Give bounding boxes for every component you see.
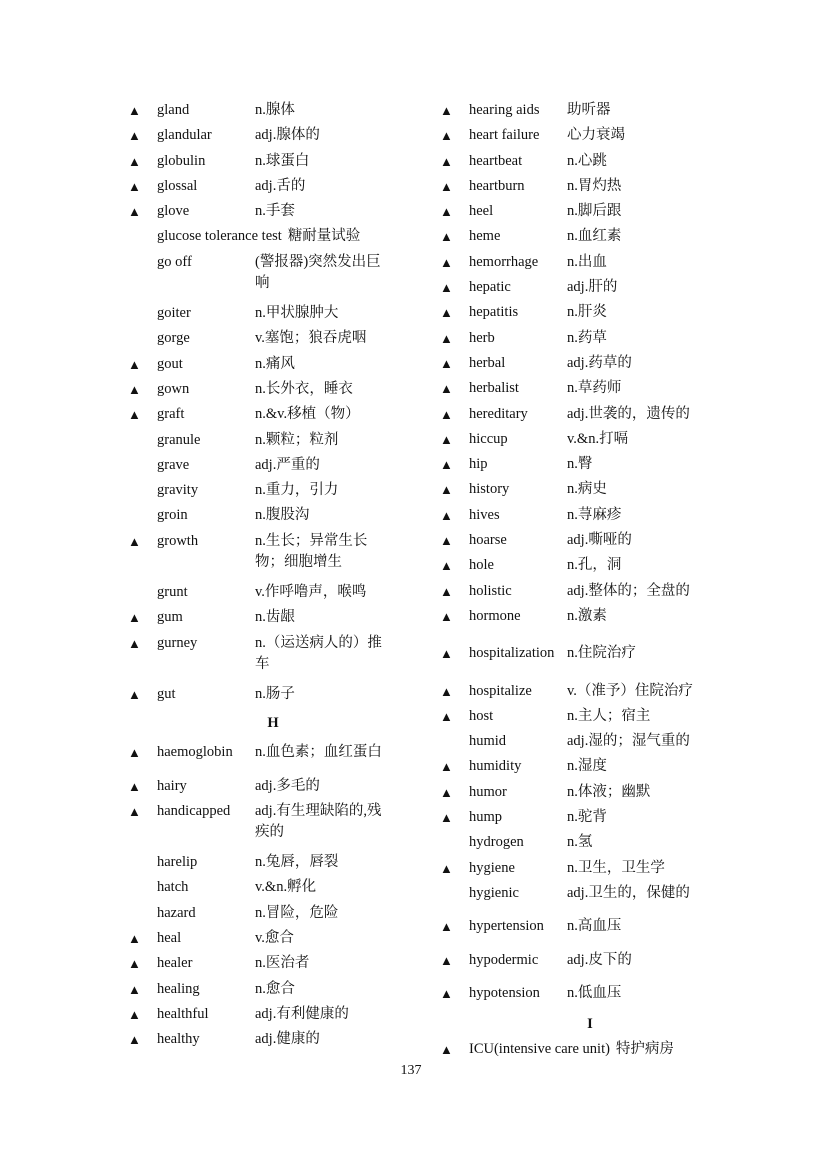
entry-term: heel — [469, 203, 494, 220]
glossary-entry — [440, 916, 740, 941]
entry-term: granule — [157, 431, 201, 448]
triangle-marker-icon: ▲ — [440, 1042, 453, 1058]
entry-definition: n.&v.移植（物） — [255, 406, 360, 423]
triangle-marker-icon: ▲ — [440, 583, 453, 599]
glossary-entry — [128, 852, 418, 877]
entry-definition: adj.世袭的，遗传的 — [567, 405, 690, 422]
entry-definition: n.冒险，危险 — [255, 904, 339, 921]
glossary-entry — [128, 979, 418, 1004]
triangle-marker-icon: ▲ — [128, 745, 141, 761]
triangle-marker-icon: ▲ — [440, 919, 453, 935]
triangle-marker-icon: ▲ — [128, 356, 141, 372]
entry-term: humidity — [469, 758, 522, 775]
entry-term: heartburn — [469, 177, 525, 194]
entry-definition: n.心跳 — [567, 152, 607, 169]
glossary-entry — [440, 983, 740, 1008]
glossary-entry — [440, 505, 740, 530]
glossary-entry — [440, 151, 740, 176]
glossary-entry — [128, 505, 418, 530]
entry-definition: v.作呼噜声，喉鸣 — [255, 584, 367, 601]
glossary-entry — [440, 226, 740, 251]
triangle-marker-icon: ▲ — [128, 1006, 141, 1022]
glossary-entry — [440, 530, 740, 555]
entry-term: hatch — [157, 879, 189, 896]
entry-definition: n.肠子 — [255, 685, 295, 702]
entry-term: go off — [157, 253, 192, 270]
entry-definition: n.湿度 — [567, 758, 607, 775]
glossary-entry — [440, 176, 740, 201]
entry-definition: n.住院治疗 — [567, 645, 636, 662]
entry-definition: adj.药草的 — [567, 354, 632, 371]
glossary-entry — [440, 353, 740, 378]
glossary-entry — [128, 151, 418, 176]
entry-term: heart failure — [469, 127, 540, 144]
entry-term: gut — [157, 685, 176, 702]
glossary-entry — [128, 404, 418, 429]
entry-definition: n.重力，引力 — [255, 482, 339, 499]
glossary-entry — [440, 277, 740, 302]
entry-term: hiccup — [469, 430, 508, 447]
entry-definition: n.驼背 — [567, 809, 607, 826]
glossary-entry — [440, 125, 740, 150]
entry-definition: n.球蛋白 — [255, 152, 310, 169]
triangle-marker-icon: ▲ — [440, 533, 453, 549]
entry-definition: n.医治者 — [255, 955, 310, 972]
entry-definition: v.&n.打嗝 — [567, 430, 629, 447]
glossary-entry — [440, 681, 740, 706]
glossary-entry — [128, 928, 418, 953]
entry-term: hazard — [157, 904, 196, 921]
glossary-entry — [128, 379, 418, 404]
entry-term: hepatic — [469, 279, 511, 296]
entry-term: hemorrhage — [469, 253, 539, 270]
glossary-entry — [128, 742, 418, 767]
triangle-marker-icon: ▲ — [440, 759, 453, 775]
entry-term: glucose tolerance test 糖耐量试验 — [157, 228, 361, 245]
triangle-marker-icon: ▲ — [440, 558, 453, 574]
entry-definition: 助听器 — [567, 102, 611, 118]
entry-term: gland — [157, 102, 190, 118]
triangle-marker-icon: ▲ — [128, 803, 141, 819]
triangle-marker-icon: ▲ — [440, 457, 453, 473]
entry-definition: 心力衰竭 — [567, 127, 625, 144]
triangle-marker-icon: ▲ — [128, 381, 141, 397]
glossary-entry — [128, 176, 418, 201]
entry-term: hospitalization — [469, 645, 555, 662]
entry-definition: n.胃灼热 — [567, 177, 622, 194]
entry-definition: n.荨麻疹 — [567, 506, 622, 523]
entry-term: ICU(intensive care unit) 特护病房 — [469, 1041, 674, 1058]
entry-definition: adj.腺体的 — [255, 127, 320, 144]
glossary-entry — [128, 125, 418, 150]
entry-definition: adj.有利健康的 — [255, 1005, 349, 1022]
glossary-entry — [440, 1039, 740, 1064]
entry-definition: adj.卫生的，保健的 — [567, 884, 690, 901]
glossary-entry — [128, 354, 418, 379]
entry-term: graft — [157, 406, 185, 423]
entry-term: hole — [469, 557, 494, 574]
triangle-marker-icon: ▲ — [440, 280, 453, 296]
entry-definition: n.激素 — [567, 607, 607, 624]
entry-definition: n.齿龈 — [255, 609, 295, 626]
glossary-entry — [128, 531, 418, 582]
glossary-entry — [440, 756, 740, 781]
entry-term: hepatitis — [469, 304, 519, 321]
glossary-entry — [128, 303, 418, 328]
triangle-marker-icon: ▲ — [128, 931, 141, 947]
entry-definition: adj.整体的；全盘的 — [567, 582, 690, 599]
entry-term: gurney — [157, 634, 198, 651]
glossary-entry — [128, 953, 418, 978]
entry-definition: n.痛风 — [255, 355, 295, 372]
entry-term: holistic — [469, 582, 512, 599]
triangle-marker-icon: ▲ — [440, 128, 453, 144]
triangle-marker-icon: ▲ — [440, 305, 453, 321]
entry-term: heme — [469, 228, 501, 245]
entry-definition: n.甲状腺肿大 — [255, 305, 339, 322]
entry-definition: adj.湿的；湿气重的 — [567, 733, 690, 750]
triangle-marker-icon: ▲ — [440, 254, 453, 270]
entry-definition: n.血色素；血红蛋白 — [255, 744, 382, 761]
triangle-marker-icon: ▲ — [440, 507, 453, 523]
entry-definition: 糖耐量试验 — [287, 228, 361, 245]
left-column — [128, 100, 418, 1055]
entry-definition: adj.嘶哑的 — [567, 532, 632, 549]
entry-term: grave — [157, 456, 190, 473]
entry-definition: n.出血 — [567, 253, 607, 270]
triangle-marker-icon: ▲ — [128, 1032, 141, 1048]
glossary-entry — [128, 607, 418, 632]
entry-term: healing — [157, 980, 200, 997]
section-letter-heading: I — [587, 1016, 593, 1033]
glossary-entry — [128, 633, 418, 684]
entry-term: gum — [157, 609, 183, 626]
entry-term: hairy — [157, 777, 187, 794]
glossary-entry — [440, 555, 740, 580]
entry-term: hygiene — [469, 859, 515, 876]
entry-definition: n.卫生，卫生学 — [567, 859, 665, 876]
entry-definition: v.愈合 — [255, 930, 294, 947]
entry-term: history — [469, 481, 510, 498]
glossary-entry — [440, 429, 740, 454]
entry-definition: n.孔，洞 — [567, 557, 622, 574]
entry-term: hereditary — [469, 405, 528, 422]
triangle-marker-icon: ▲ — [440, 708, 453, 724]
glossary-entry — [128, 480, 418, 505]
entry-term: herbalist — [469, 380, 519, 397]
glossary-entry — [128, 582, 418, 607]
glossary-entry — [128, 903, 418, 928]
entry-definition: n.腺体 — [255, 102, 295, 118]
entry-definition: n.脚后跟 — [567, 203, 622, 220]
entry-definition: n.臀 — [567, 456, 593, 473]
entry-term: hospitalize — [469, 682, 532, 699]
glossary-entry — [440, 201, 740, 226]
entry-term: hygienic — [469, 884, 519, 901]
glossary-entry — [128, 684, 418, 709]
page-number: 137 — [400, 1063, 422, 1078]
glossary-entry — [440, 378, 740, 403]
entry-term: hives — [469, 506, 500, 523]
entry-term: globulin — [157, 152, 206, 169]
entry-term: handicapped — [157, 802, 231, 819]
glossary-entry — [440, 606, 740, 631]
entry-term: gravity — [157, 482, 199, 499]
glossary-entry — [440, 404, 740, 429]
triangle-marker-icon: ▲ — [440, 406, 453, 422]
glossary-entry — [128, 328, 418, 353]
glossary-entry — [128, 801, 418, 852]
glossary-entry — [128, 877, 418, 902]
entry-definition: adj.多毛的 — [255, 777, 320, 794]
triangle-marker-icon: ▲ — [128, 635, 141, 651]
glossary-entry — [440, 643, 740, 668]
glossary-entry — [440, 832, 740, 857]
entry-definition: n.兔唇，唇裂 — [255, 854, 339, 871]
triangle-marker-icon: ▲ — [440, 608, 453, 624]
glossary-entry — [440, 706, 740, 731]
entry-definition: n.颗粒；粒剂 — [255, 431, 339, 448]
entry-term: hump — [469, 809, 503, 826]
entry-term: hearing aids — [469, 102, 540, 118]
glossary-entry — [128, 100, 418, 125]
entry-term: healthful — [157, 1005, 209, 1022]
glossary-entry — [128, 1004, 418, 1029]
triangle-marker-icon: ▲ — [128, 533, 141, 549]
section-letter-heading: H — [267, 715, 279, 732]
triangle-marker-icon: ▲ — [440, 103, 453, 118]
right-column — [440, 100, 740, 1064]
entry-term: healer — [157, 955, 193, 972]
entry-term: humid — [469, 733, 507, 750]
triangle-marker-icon: ▲ — [128, 407, 141, 423]
glossary-entry — [440, 581, 740, 606]
entry-definition: n.手套 — [255, 203, 295, 220]
entry-term: healthy — [157, 1031, 200, 1048]
entry-term: humor — [469, 783, 507, 800]
triangle-marker-icon: ▲ — [128, 178, 141, 194]
glossary-entry — [128, 252, 418, 303]
entry-term: haemoglobin — [157, 744, 233, 761]
entry-term: hypotension — [469, 984, 540, 1001]
triangle-marker-icon: ▲ — [440, 952, 453, 968]
entry-term: hip — [469, 456, 488, 473]
entry-definition: n.生长；异常生长物；细胞增生 — [255, 532, 368, 570]
entry-definition: n.主人；宿主 — [567, 707, 651, 724]
entry-definition: n.腹股沟 — [255, 507, 310, 524]
entry-term: glossal — [157, 177, 198, 194]
entry-definition: adj.皮下的 — [567, 951, 632, 968]
entry-definition: n.愈合 — [255, 980, 295, 997]
glossary-entry — [440, 252, 740, 277]
entry-term: hoarse — [469, 532, 507, 549]
triangle-marker-icon: ▲ — [128, 128, 141, 144]
glossary-entry — [440, 731, 740, 756]
entry-definition: n.病史 — [567, 481, 607, 498]
glossary-entry — [440, 100, 740, 125]
triangle-marker-icon: ▲ — [440, 860, 453, 876]
glossary-entry — [440, 858, 740, 883]
entry-term: heal — [157, 930, 182, 947]
entry-definition: adj.肝的 — [567, 279, 618, 296]
entry-term: herb — [469, 329, 495, 346]
triangle-marker-icon: ▲ — [128, 204, 141, 220]
triangle-marker-icon: ▲ — [128, 956, 141, 972]
triangle-marker-icon: ▲ — [128, 778, 141, 794]
glossary-entry — [128, 226, 418, 251]
glossary-entry — [440, 807, 740, 832]
triangle-marker-icon: ▲ — [440, 204, 453, 220]
glossary-entry — [440, 302, 740, 327]
entry-definition: v.（准予）住院治疗 — [567, 682, 693, 699]
triangle-marker-icon: ▲ — [128, 686, 141, 702]
glossary-entry — [440, 950, 740, 975]
entry-term: growth — [157, 532, 199, 549]
glossary-entry — [440, 883, 740, 908]
entry-term: glove — [157, 203, 190, 220]
triangle-marker-icon: ▲ — [440, 482, 453, 498]
triangle-marker-icon: ▲ — [128, 981, 141, 997]
triangle-marker-icon: ▲ — [128, 103, 141, 118]
entry-definition: adj.健康的 — [255, 1031, 320, 1048]
entry-term: gown — [157, 380, 190, 397]
entry-definition: n.长外衣，睡衣 — [255, 380, 353, 397]
glossary-entry — [128, 776, 418, 801]
entry-term: hypodermic — [469, 951, 539, 968]
entry-definition: adj.严重的 — [255, 456, 320, 473]
entry-term: gorge — [157, 330, 190, 347]
entry-definition: v.塞饱；狼吞虎咽 — [255, 330, 367, 347]
entry-term: groin — [157, 507, 188, 524]
entry-definition: n.肝炎 — [567, 304, 607, 321]
triangle-marker-icon: ▲ — [128, 610, 141, 626]
triangle-marker-icon: ▲ — [440, 229, 453, 245]
triangle-marker-icon: ▲ — [440, 431, 453, 447]
triangle-marker-icon: ▲ — [440, 381, 453, 397]
triangle-marker-icon: ▲ — [440, 683, 453, 699]
glossary-entry — [440, 782, 740, 807]
entry-term: herbal — [469, 354, 506, 371]
entry-definition: n.氢 — [567, 834, 593, 851]
glossary-entry — [128, 201, 418, 226]
entry-term: hormone — [469, 607, 521, 624]
triangle-marker-icon: ▲ — [440, 178, 453, 194]
entry-definition: adj.有生理缺陷的,残疾的 — [255, 802, 382, 840]
entry-definition: n.药草 — [567, 329, 607, 346]
entry-definition: 特护病房 — [615, 1041, 674, 1058]
entry-definition: n.（运送病人的）推车 — [255, 634, 382, 672]
entry-definition: n.高血压 — [567, 918, 622, 935]
entry-term: host — [469, 707, 494, 724]
triangle-marker-icon: ▲ — [440, 810, 453, 826]
glossary-entry — [128, 455, 418, 480]
entry-definition: v.&n.孵化 — [255, 879, 317, 896]
triangle-marker-icon: ▲ — [440, 330, 453, 346]
entry-definition: n.草药师 — [567, 380, 622, 397]
entry-definition: n.血红素 — [567, 228, 622, 245]
entry-definition: n.低血压 — [567, 984, 622, 1001]
triangle-marker-icon: ▲ — [440, 153, 453, 169]
glossary-entry — [128, 430, 418, 455]
entry-definition: adj.舌的 — [255, 177, 306, 194]
glossary-entry — [440, 454, 740, 479]
entry-definition: (警报器)突然发出巨响 — [255, 253, 381, 291]
entry-term: goiter — [157, 305, 191, 322]
glossary-entry — [440, 479, 740, 504]
glossary-entry — [128, 1029, 418, 1054]
entry-term: heartbeat — [469, 152, 523, 169]
entry-term: harelip — [157, 854, 198, 871]
entry-definition: n.体液；幽默 — [567, 783, 651, 800]
entry-term: hypertension — [469, 918, 544, 935]
triangle-marker-icon: ▲ — [440, 646, 453, 662]
triangle-marker-icon: ▲ — [440, 355, 453, 371]
entry-term: glandular — [157, 127, 212, 144]
glossary-entry — [440, 328, 740, 353]
entry-term: grunt — [157, 584, 188, 601]
entry-term: hydrogen — [469, 834, 524, 851]
triangle-marker-icon: ▲ — [128, 153, 141, 169]
triangle-marker-icon: ▲ — [440, 985, 453, 1001]
triangle-marker-icon: ▲ — [440, 784, 453, 800]
entry-term: gout — [157, 355, 183, 372]
